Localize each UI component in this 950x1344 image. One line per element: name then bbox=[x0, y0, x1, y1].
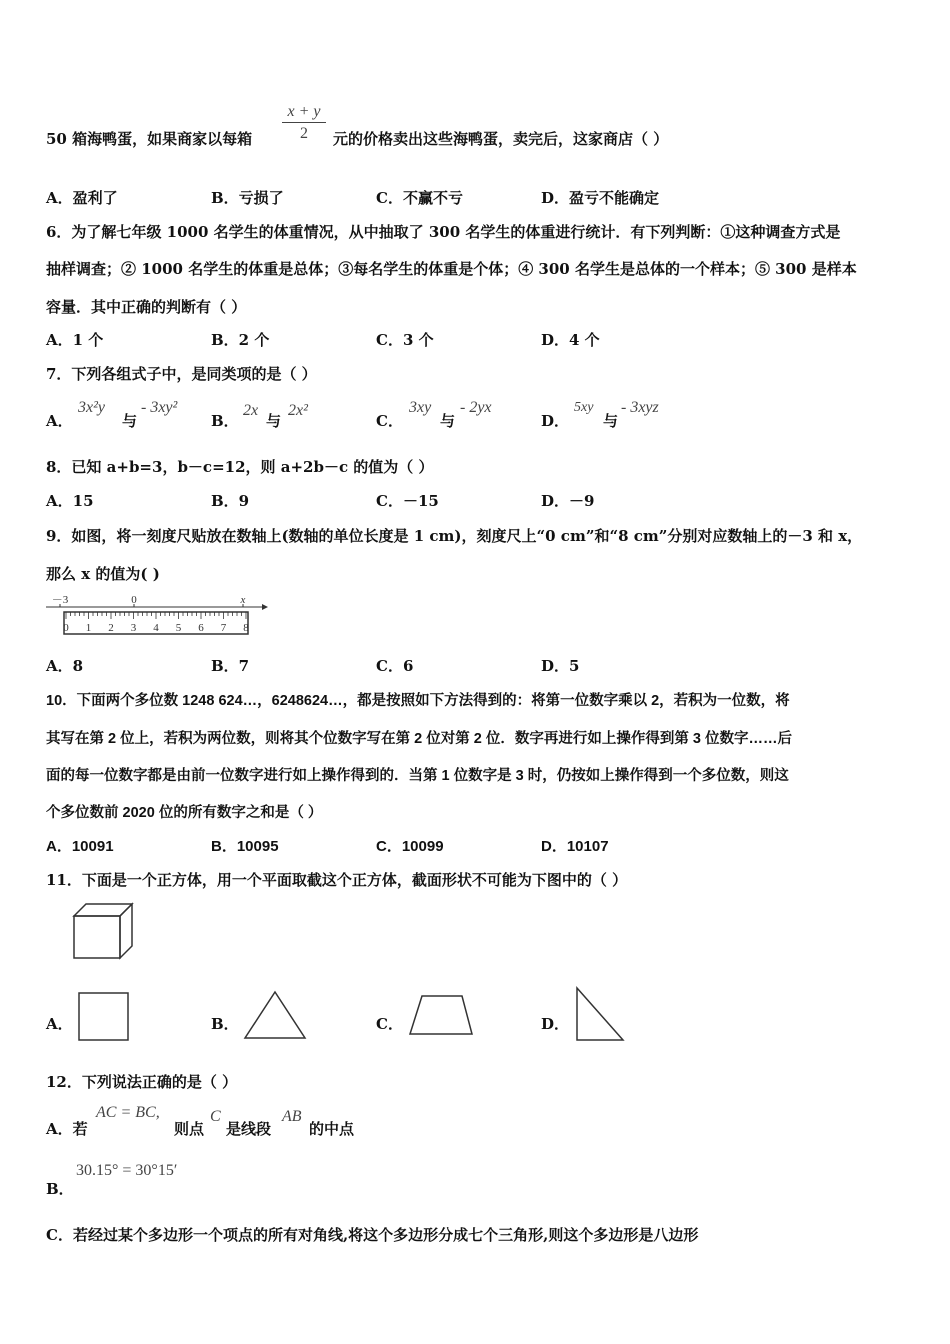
q9-line-2: 那么 x 的值为( ) bbox=[46, 565, 160, 583]
q11-right-triangle-shape bbox=[575, 986, 625, 1042]
q7-c-right: - 2yx bbox=[460, 399, 492, 416]
q9-ruler-label: 8 bbox=[243, 622, 249, 634]
q9-option-b: B．7 bbox=[211, 657, 250, 675]
q9-axis-label-x: x bbox=[240, 594, 246, 606]
q7-c-left: 3xy bbox=[409, 399, 432, 416]
q12-a-suffix: 的中点 bbox=[309, 1120, 355, 1138]
q12-a-mid-2: 是线段 bbox=[226, 1120, 272, 1138]
q9-axis-label-0: 0 bbox=[131, 594, 137, 606]
q7-b-conj: 与 bbox=[266, 412, 282, 430]
q9-line-1: 9．如图，将一刻度尺贴放在数轴上(数轴的单位长度是 1 cm)，刻度尺上“0 cm”和“8 cm”分别对应数轴上的－3 和 x， bbox=[46, 527, 863, 545]
q8-option-a: A．15 bbox=[46, 492, 94, 510]
q9-option-d: D．5 bbox=[541, 657, 580, 675]
q10-line-2: 其写在第 2 位上，若积为两位数，则将其个位数字写在第 2 位对第 2 位．数字再进行如上操作得到第 3 位数字……后 bbox=[46, 731, 792, 747]
q11-square-shape bbox=[78, 992, 130, 1042]
q9-ruler-label: 5 bbox=[175, 622, 182, 634]
q8-option-b: B．9 bbox=[211, 492, 250, 510]
q6-line-1: 6．为了解七年级 1000 名学生的体重情况，从中抽取了 300 名学生的体重进行统计．有下列判断：①这种调查方式是 bbox=[46, 223, 841, 241]
q9-axis-label-neg3: －3 bbox=[51, 594, 69, 606]
q5-fraction-denominator: 2 bbox=[282, 122, 326, 145]
q10-line-4: 个多位数前 2020 位的所有数字之和是（ ） bbox=[46, 805, 323, 821]
q12-a-math-1: AC = BC, bbox=[96, 1104, 160, 1121]
q9-ruler-label: 3 bbox=[130, 622, 137, 634]
q7-a-left: 3x²y bbox=[78, 399, 105, 416]
q7-label-b: B． bbox=[211, 412, 239, 430]
q10-line-3: 面的每一位数字都是由前一位数字进行如上操作得到的．当第 1 位数字是 3 时，仍按如上操作得到一个多位数，则这 bbox=[46, 768, 789, 784]
q7-stem: 7．下列各组式子中，是同类项的是（ ） bbox=[46, 365, 317, 383]
q7-a-right: - 3xy² bbox=[141, 399, 178, 416]
q6-option-c: C．3 个 bbox=[376, 331, 434, 349]
q9-ruler-label: 7 bbox=[220, 622, 227, 634]
q11-label-d: D． bbox=[541, 1015, 570, 1033]
q11-label-a: A． bbox=[46, 1015, 73, 1033]
q12-stem: 12．下列说法正确的是（ ） bbox=[46, 1073, 238, 1091]
q11-stem: 11．下面是一个正方体，用一个平面取截这个正方体，截面形状不可能为下图中的（ ） bbox=[46, 871, 628, 889]
q7-label-a: A． bbox=[46, 412, 73, 430]
q12-c-text: C．若经过某个多边形一个项点的所有对角线,将这个多边形分成七个三角形,则这个多边形是八边形 bbox=[46, 1226, 699, 1244]
q7-d-left: 5xy bbox=[574, 400, 594, 415]
q8-stem: 8．已知 a+b=3，b－c=12，则 a+2b－c 的值为（ ） bbox=[46, 458, 434, 476]
q6-option-b: B．2 个 bbox=[211, 331, 270, 349]
q12-a-prefix: A．若 bbox=[46, 1120, 88, 1138]
q5-stem-start: 50 箱海鸭蛋，如果商家以每箱 bbox=[46, 130, 253, 148]
q11-trapezoid-shape bbox=[408, 994, 474, 1036]
q5-option-d: D．盈亏不能确定 bbox=[541, 189, 660, 207]
q10-option-b: B．10095 bbox=[211, 838, 279, 855]
q12-a-math-2: C bbox=[210, 1108, 221, 1125]
q10-option-a: A．10091 bbox=[46, 838, 114, 855]
q12-a-math-3: AB bbox=[282, 1108, 302, 1125]
q7-label-d: D． bbox=[541, 412, 570, 430]
q9-ruler-label: 1 bbox=[85, 622, 92, 634]
q12-a-mid: 则点 bbox=[174, 1120, 205, 1138]
q11-label-c: C． bbox=[376, 1015, 403, 1033]
q7-b-left: 2x bbox=[243, 402, 259, 419]
q5-stem-end: 元的价格卖出这些海鸭蛋，卖完后，这家商店（ ） bbox=[333, 130, 669, 148]
q6-option-d: D．4 个 bbox=[541, 331, 600, 349]
q5-option-c: C．不赢不亏 bbox=[376, 189, 463, 207]
q10-option-c: C．10099 bbox=[376, 838, 444, 855]
q9-ruler-label: 0 bbox=[63, 622, 69, 634]
q5-option-a: A．盈利了 bbox=[46, 189, 118, 207]
q8-option-c: C．－15 bbox=[376, 492, 439, 510]
q5-fraction bbox=[282, 102, 326, 145]
q11-triangle-shape bbox=[243, 990, 307, 1040]
q7-a-conj: 与 bbox=[122, 412, 138, 430]
q11-label-b: B． bbox=[211, 1015, 239, 1033]
q9-ruler-figure bbox=[44, 592, 268, 640]
q8-option-d: D．－9 bbox=[541, 492, 595, 510]
q12-b-math: 30.15° = 30°15′ bbox=[76, 1162, 178, 1179]
q9-ruler-label: 2 bbox=[108, 622, 114, 634]
q7-b-right: 2x² bbox=[288, 402, 308, 419]
q9-option-a: A．8 bbox=[46, 657, 84, 675]
q11-cube-figure bbox=[72, 902, 134, 960]
q6-line-3: 容量．其中正确的判断有（ ） bbox=[46, 298, 247, 316]
q9-ruler-label: 4 bbox=[153, 622, 159, 634]
q6-line-2: 抽样调查；② 1000 名学生的体重是总体；③每名学生的体重是个体；④ 300 名学生是总体的一个样本；⑤ 300 是样本 bbox=[46, 260, 857, 278]
q5-fraction-numerator: x + y bbox=[287, 103, 321, 120]
q6-option-a: A．1 个 bbox=[46, 331, 104, 349]
q12-b-label: B． bbox=[46, 1180, 74, 1198]
q7-c-conj: 与 bbox=[440, 412, 456, 430]
q10-option-d: D．10107 bbox=[541, 838, 609, 855]
q7-label-c: C． bbox=[376, 412, 403, 430]
q7-d-right: - 3xyz bbox=[621, 399, 659, 416]
q5-option-b: B．亏损了 bbox=[211, 189, 284, 207]
q9-option-c: C．6 bbox=[376, 657, 414, 675]
q10-line-1: 10．下面两个多位数 1248 624…，6248624…，都是按照如下方法得到的：将第一位数字乘以 2，若积为一位数，将 bbox=[46, 693, 790, 709]
q9-axis-arrow bbox=[262, 604, 268, 610]
q7-d-conj: 与 bbox=[603, 412, 619, 430]
q9-ruler-label: 6 bbox=[198, 622, 204, 634]
